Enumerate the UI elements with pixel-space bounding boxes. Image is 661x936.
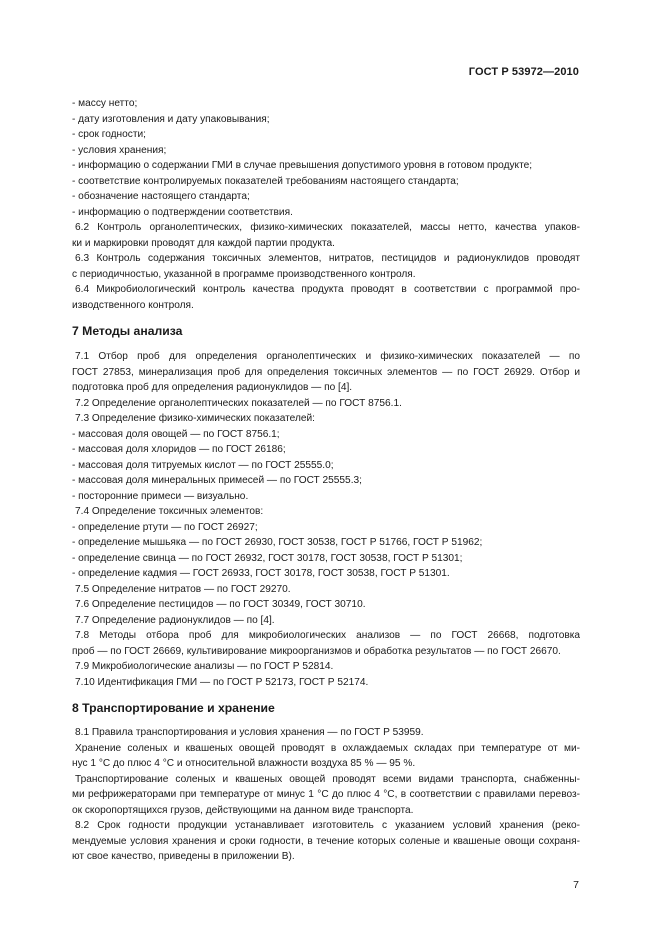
section-7-heading: 7 Методы анализа <box>72 324 183 338</box>
paragraph-line: 6.3 Контроль содержания токсичных элементов, нитратов, пестицидов и радионуклидов проводят <box>75 253 580 264</box>
paragraph-7-6: 7.6 Определение пестицидов — по ГОСТ 30349, ГОСТ 30710. <box>75 599 366 610</box>
paragraph-line: 6.4 Микробиологический контроль качества продукта проводят в соответствии с программой про- <box>75 284 580 295</box>
transport-paragraph <box>72 772 580 819</box>
paragraph-line: нус 1 °С до плюс 4 °С и относительной влажности воздуха 85 % — 95 %. <box>72 758 416 769</box>
document-body <box>72 96 580 865</box>
paragraph-line: 6.2 Контроль органолептических, физико-химических показателей, массы нетто, качества упаков- <box>75 222 580 233</box>
list-item: - определение ртути — по ГОСТ 26927; <box>72 521 258 533</box>
paragraph-line: ГОСТ 27853, минерализация проб для определения токсичных элементов — по ГОСТ 26929. Отбор и <box>72 366 580 378</box>
list-item: - информацию о содержании ГМИ в случае превышения допустимого уровня в готовом продукте; <box>72 160 533 171</box>
list-item: - массовая доля хлоридов — по ГОСТ 26186; <box>72 444 286 455</box>
list-item: - массовая доля минеральных примесей — по ГОСТ 25555.3; <box>72 475 362 486</box>
paragraph-7-10: 7.10 Идентификация ГМИ — по ГОСТ Р 52173, ГОСТ Р 52174. <box>75 676 369 688</box>
paragraph-line: Транспортирование соленых и квашеных овощей проводят всеми видами транспорта, снабженны- <box>75 773 580 785</box>
paragraph-line: ок скоропортящихся грузов, действующими на данном виде транспорта. <box>72 804 414 816</box>
list-item: - массу нетто; <box>72 98 138 109</box>
paragraph-7-1 <box>72 349 580 396</box>
list-item: - определение свинца — по ГОСТ 26932, ГОСТ 30178, ГОСТ 30538, ГОСТ Р 51301; <box>72 552 463 564</box>
paragraph-line: 8.2 Срок годности продукции устанавливает изготовитель с указанием условий хранения (реко- <box>75 820 580 831</box>
paragraph-line: ки и маркировки проводят для каждой партии продукта. <box>72 237 335 249</box>
paragraph-6-4 <box>72 282 580 313</box>
storage-paragraph <box>72 741 580 772</box>
paragraph-line: мендуемые условия хранения и сроки годности, в течение которых соленые и квашеные овощи сохраня- <box>72 835 580 847</box>
paragraph-7-3: 7.3 Определение физико-химических показателей: <box>75 413 315 424</box>
paragraph-line: 7.1 Отбор проб для определения органолептических и физико-химических показателей — по <box>75 351 580 362</box>
list-item: - условия хранения; <box>72 144 167 156</box>
paragraph-8-2 <box>72 818 580 865</box>
list-item: - определение мышьяка — по ГОСТ 26930, ГОСТ 30538, ГОСТ Р 51766, ГОСТ Р 51962; <box>72 537 483 548</box>
paragraph-8-1: 8.1 Правила транспортирования и условия хранения — по ГОСТ Р 53959. <box>75 727 424 738</box>
list-item: - обозначение настоящего стандарта; <box>72 191 250 202</box>
paragraph-line: подготовка проб для определения радионуклидов — по [4]. <box>72 382 353 393</box>
paragraph-line: с периодичностью, указанной в программе производственного контроля. <box>72 268 416 280</box>
list-item: - дату изготовления и дату упаковывания; <box>72 113 270 125</box>
section-8-heading: 8 Транспортирование и хранение <box>72 701 275 715</box>
list-item: - массовая доля овощей — по ГОСТ 8756.1; <box>72 428 280 440</box>
list-item: - посторонние примеси — визуально. <box>72 490 249 502</box>
paragraph-line: проб — по ГОСТ 26669, культивирование микроорганизмов и обработка результатов — по ГОСТ 26670. <box>72 645 561 657</box>
paragraph-line: изводственного контроля. <box>72 299 194 311</box>
list-item: - определение кадмия — ГОСТ 26933, ГОСТ 30178, ГОСТ 30538, ГОСТ Р 51301. <box>72 568 450 579</box>
page-number: 7 <box>573 879 579 891</box>
standard-code-header: ГОСТ Р 53972—2010 <box>468 66 579 78</box>
paragraph-7-5: 7.5 Определение нитратов — по ГОСТ 29270. <box>75 583 291 595</box>
paragraph-line: ют свое качество, приведены в приложении В). <box>72 851 295 862</box>
list-item: - соответствие контролируемых показателей требованиям настоящего стандарта; <box>72 175 459 187</box>
paragraph-6-3 <box>72 251 580 282</box>
labeling-list <box>72 96 580 220</box>
paragraph-line: Хранение соленых и квашеных овощей проводят в охлаждаемых складах при температуре от ми- <box>75 742 580 754</box>
paragraph-7-2: 7.2 Определение органолептических показателей — по ГОСТ 8756.1. <box>75 397 402 409</box>
paragraph-7-8 <box>72 628 580 659</box>
paragraph-7-9: 7.9 Микробиологические анализы — по ГОСТ Р 52814. <box>75 661 334 672</box>
toxic-elements-list <box>72 520 580 582</box>
paragraph-7-7: 7.7 Определение радионуклидов — по [4]. <box>75 614 275 626</box>
paragraph-line: 7.8 Методы отбора проб для микробиологических анализов — по ГОСТ 26668, подготовка <box>75 630 580 641</box>
paragraph-7-4: 7.4 Определение токсичных элементов: <box>75 506 264 517</box>
paragraph-6-2 <box>72 220 580 251</box>
list-item: - срок годности; <box>72 129 146 140</box>
paragraph-line: ми рефрижераторами при температуре от минус 1 °С до плюс 4 °С, в соответствии с правилами перевоз- <box>72 789 580 800</box>
physchem-list <box>72 427 580 505</box>
list-item: - информацию о подтверждении соответствия. <box>72 206 293 218</box>
list-item: - массовая доля титруемых кислот — по ГОСТ 25555.0; <box>72 459 334 471</box>
